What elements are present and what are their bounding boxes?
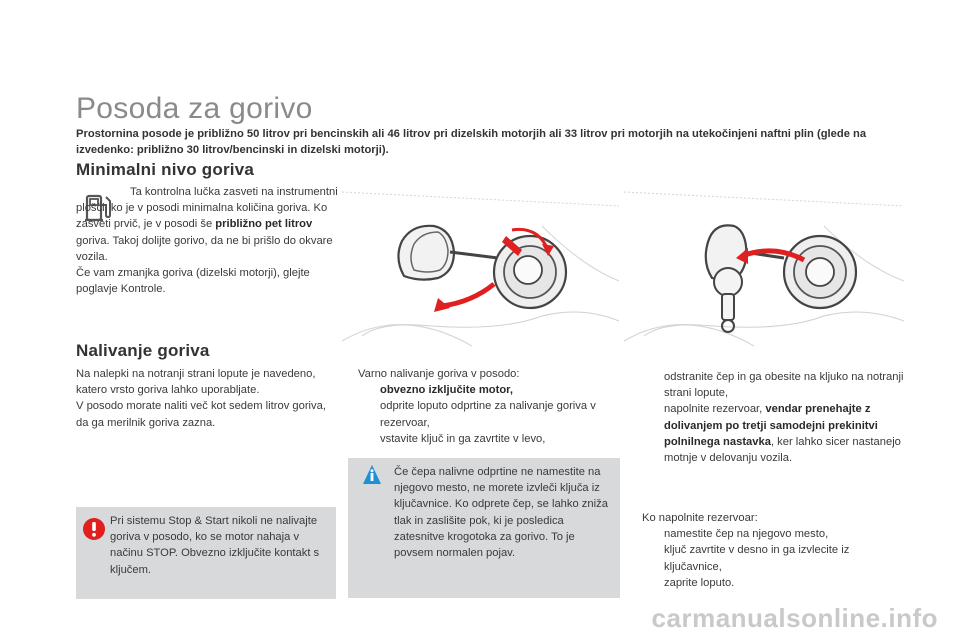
refuel-steps-text [642, 369, 904, 466]
after-filling-intro: Ko napolnite rezervoar: [642, 512, 758, 524]
page-title: Posoda za gorivo [76, 92, 313, 125]
after-filling-text [642, 510, 904, 591]
filling-text-p1: Na nalepki na notranji strani lopute je navedeno, katero vrsto goriva lahko uporabljate. [76, 368, 316, 397]
list-item: odstranite čep in ga obesite na kljuko na notranji strani lopute, [664, 371, 904, 400]
filling-text-p2: V posodo morate naliti več kot sedem litrov goriva, da ga merilnik goriva zazna. [76, 400, 326, 429]
warning-text: Pri sistemu Stop & Start nikoli ne nalivajte goriva v posodo, ko se motor nahaja v načinu STOP. Obvezno izključite kontakt s ključem. [110, 515, 320, 576]
info-text: Če čepa nalivne odprtine ne namestite na njegovo mesto, ne morete izvleči ključa iz ključavnice. Ko odprete čep, se lahko zniža tlak in zaslišite pok, ki je posledica zatesnitve krogotoka za gorivo. To je povsem normalen pojav. [394, 466, 608, 560]
warning-box [76, 507, 336, 599]
minimum-text-c: goriva. Takoj dolijte gorivo, da ne bi prišlo do okvare vozila. [76, 234, 333, 263]
list-item: napolnite rezervoar, vendar prenehajte z dolivanjem po tretji samodejni prekinitvi polnilnega nastavka, ker lahko sicer nastanejo motnje v delovanju vozila. [664, 403, 901, 465]
minimum-text-bold: približno pet litrov [215, 218, 313, 231]
section-heading-minimum: Minimalni nivo goriva [76, 160, 255, 179]
list-item: obvezno izključite motor, [380, 384, 514, 397]
list-item: namestite čep na njegovo mesto, [664, 528, 829, 541]
intro-text: Prostornina posode je približno 50 litrov pri bencinskih ali 46 litrov pri dizelskih motorjih ali 33 litrov pri motorjih na utekočinjeni naftni plin (glede na izvedenko: približno 30 litrov/bencinski in dizelski motorji). [76, 128, 867, 156]
list-item: ključ zavrtite v desno in ga izvlecite iz ključavnice, [664, 544, 850, 573]
minimum-text-p2: Če vam zmanjka goriva (dizelski motorji), glejte poglavje Kontrole. [76, 267, 310, 296]
list-item: vstavite ključ in ga zavrtite v levo, [380, 432, 546, 445]
section-heading-filling: Nalivanje goriva [76, 341, 210, 360]
info-icon [362, 464, 382, 486]
watermark: carmanualsonline.info [651, 603, 938, 633]
list-item: odprite loputo odprtine za nalivanje goriva v rezervoar, [380, 400, 596, 429]
list-item: zaprite loputo. [664, 576, 735, 589]
minimum-text [76, 184, 338, 297]
safe-filling-text [358, 366, 628, 447]
warning-exclamation-icon [82, 517, 106, 541]
minimum-text-a: Ta kontrolna lučka zasveti na instrumentni plošči, ko je v posodi minimalna količina goriva. Ko zasveti prvič, je v posodi še [76, 186, 338, 231]
fuel-flap-illustration-2 [624, 186, 904, 356]
safe-filling-intro: Varno nalivanje goriva v posodo: [358, 368, 520, 380]
info-box [348, 458, 620, 598]
filling-text [76, 366, 338, 431]
fuel-flap-illustration-1 [342, 186, 619, 356]
